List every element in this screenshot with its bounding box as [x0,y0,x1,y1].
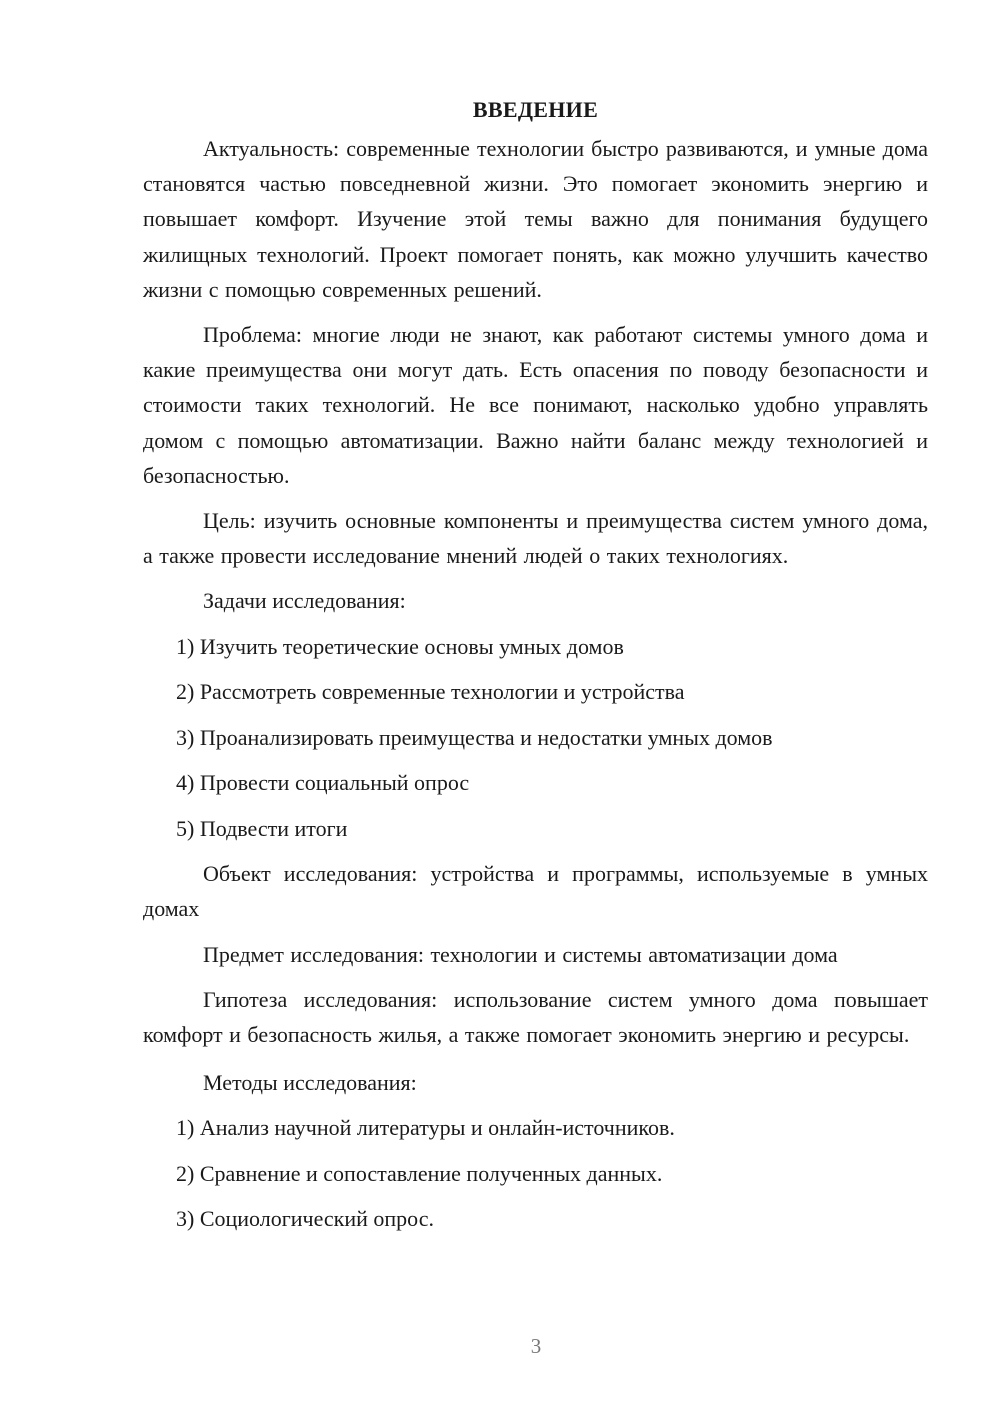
method-item: 2) Сравнение и сопоставление полученных данных. [176,1160,663,1186]
document-page [143,92,928,1247]
section-heading: ВВЕДЕНИЕ [472,97,599,122]
methods-title: Методы исследования: [203,1070,417,1096]
object-paragraph: Объект исследования: устройства и программы, используемые в умных домах [143,861,928,922]
problem-paragraph: Проблема: многие люди не знают, как работают системы умного дома и какие преимущества они могут дать. Есть опасения по поводу безопасности и стоимости таких технологий. Не все понимают, насколько удобно управлять домом с помощью автоматизации. Важно найти баланс между технологией и безопасностью. [143,322,928,488]
tasks-list [143,629,928,846]
task-item: 1) Изучить теоретические основы умных домов [176,633,624,659]
method-item: 3) Социологический опрос. [176,1206,434,1232]
subject-paragraph: Предмет исследования: технологии и системы автоматизации дома [203,941,838,967]
task-item: 2) Рассмотреть современные технологии и устройства [176,679,685,705]
page-number: 3 [530,1334,542,1358]
tasks-title: Задачи исследования: [203,588,406,614]
method-item: 1) Анализ научной литературы и онлайн-источников. [176,1115,675,1141]
relevance-paragraph: Актуальность: современные технологии быстро развиваются, и умные дома становятся частью повседневной жизни. Это помогает экономить энергию и повышает комфорт. Изучение этой темы важно для понимания будущего жилищных технологий. Проект помогает понять, как можно улучшить качество жизни с помощью современных решений. [143,136,928,302]
hypothesis-paragraph: Гипотеза исследования: использование систем умного дома повышает комфорт и безопасность жилья, а также помогает экономить энергию и ресурсы. [143,986,928,1047]
task-item: 4) Провести социальный опрос [176,770,470,796]
task-item: 3) Проанализировать преимущества и недостатки умных домов [176,724,773,750]
methods-list [143,1110,928,1236]
goal-paragraph: Цель: изучить основные компоненты и преимущества систем умного дома, а также провести исследование мнений людей о таких технологиях. [143,508,928,569]
task-item: 5) Подвести итоги [176,815,348,841]
